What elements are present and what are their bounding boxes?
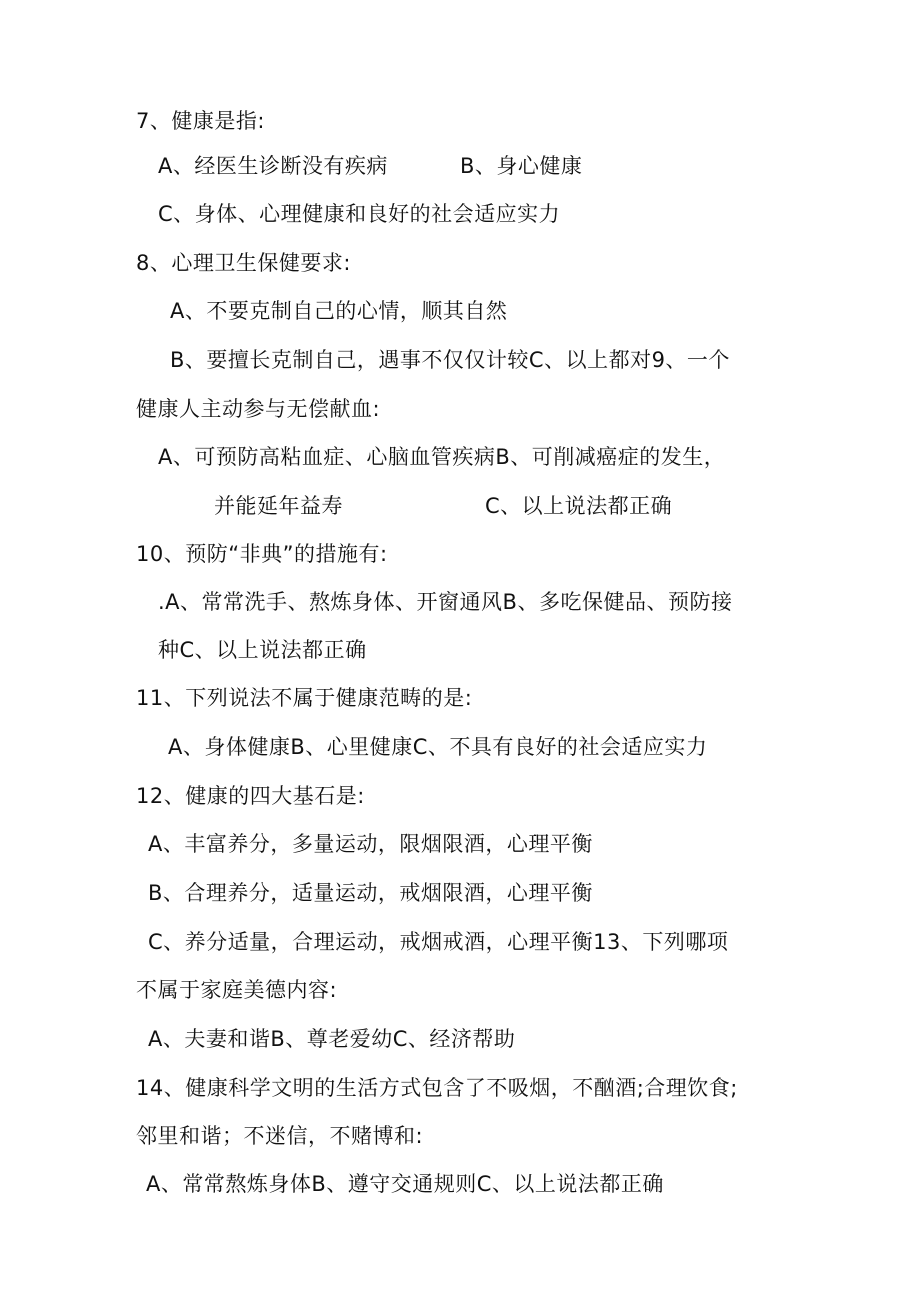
question-7-stem: 7、健康是指: [136, 109, 265, 133]
question-11-options: A、身体健康B、心里健康C、不具有良好的社会适应实力 [168, 735, 708, 759]
question-13-options: A、夫妻和谐B、尊老爱幼C、经济帮助 [148, 1027, 516, 1051]
question-14-stem-continued: 邻里和谐；不迷信，不赌博和: [136, 1124, 424, 1148]
question-9-option-c: C、以上说法都正确 [485, 494, 673, 518]
question-7-option-a: A、经医生诊断没有疾病 [158, 154, 388, 178]
question-9-option-b-continued: 并能延年益寿 [214, 494, 343, 518]
question-14-options: A、常常熬炼身体B、遵守交通规则C、以上说法都正确 [146, 1172, 664, 1196]
question-8-stem: 8、心理卫生保健要求: [136, 251, 351, 275]
question-12-stem: 12、健康的四大基石是: [136, 784, 365, 808]
question-12-option-a: A、丰富养分，多量运动，限烟限酒，心理平衡 [148, 832, 593, 856]
question-10-stem: 10、预防“非典”的措施有: [136, 542, 388, 566]
question-11-stem: 11、下列说法不属于健康范畴的是: [136, 686, 473, 710]
question-9-option-a-b: A、可预防高粘血症、心脑血管疾病B、可削减癌症的发生， [158, 445, 726, 469]
question-12-option-b: B、合理养分，适量运动，戒烟限酒，心理平衡 [148, 881, 593, 905]
question-7-option-b: B、身心健康 [460, 154, 583, 178]
question-7-option-c: C、身体、心理健康和良好的社会适应实力 [158, 202, 561, 226]
question-9-stem-continued: 健康人主动参与无偿献血: [136, 397, 381, 421]
question-10-option-c: 种C、以上说法都正确 [158, 638, 367, 662]
question-14-stem: 14、健康科学文明的生活方式包含了不吸烟，不酗酒;合理饮食; [136, 1076, 738, 1100]
question-13-stem-continued: 不属于家庭美德内容: [136, 978, 338, 1002]
question-10-option-a-b: .A、常常洗手、熬炼身体、开窗通风B、多吃保健品、预防接 [158, 590, 733, 614]
question-8-option-a: A、不要克制自己的心情，顺其自然 [170, 299, 508, 323]
question-12-option-c-question-13-stem: C、养分适量，合理运动，戒烟戒酒，心理平衡13、下列哪项 [148, 930, 729, 954]
question-8-option-b-c-question-9-stem: B、要擅长克制自己，遇事不仅仅计较C、以上都对9、一个 [170, 348, 730, 372]
